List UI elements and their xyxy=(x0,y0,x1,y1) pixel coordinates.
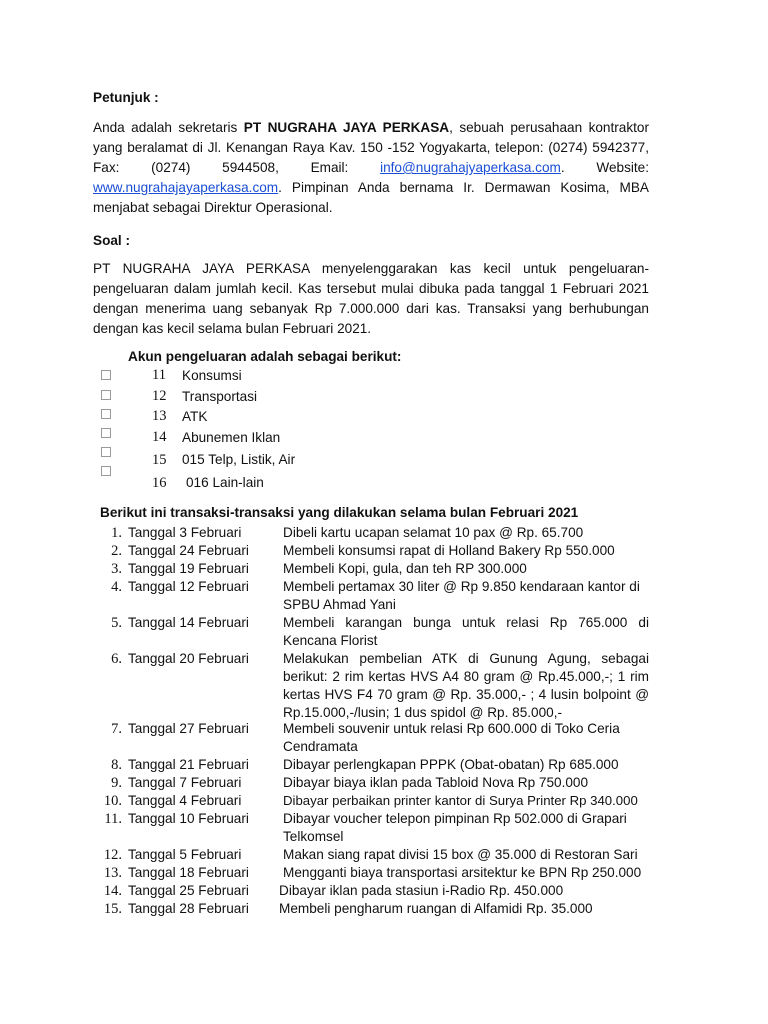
transaksi-title: Berikut ini transaksi-transaksi yang dilakukan selama bulan Februari 2021 xyxy=(100,505,579,520)
checkbox-icon xyxy=(101,409,111,419)
website-link[interactable]: www.nugrahajayaperkasa.com xyxy=(93,180,279,195)
item-number: 1. xyxy=(111,525,122,541)
checkbox-icon xyxy=(101,390,111,400)
item-description: Melakukan pembelian ATK di Gunung Agung, sebagai berikut: 2 rim kertas HVS A4 80 gram @ Rp.45.000,-; 1 rim kertas HVS F4 70 gram @ Rp. 35.000,- ; 4 lusin bolpoint @ Rp.15.000,-/lusin; 1 dus spidol @ Rp. 85.000,- xyxy=(283,651,649,720)
item-number: 11. xyxy=(104,811,122,827)
item-date: Tanggal 14 Februari xyxy=(128,615,249,630)
akun-number: 16 xyxy=(152,475,167,491)
item-date: Tanggal 3 Februari xyxy=(128,525,242,540)
item-description: Membeli pengharum ruangan di Alfamidi Rp. 35.000 xyxy=(279,901,593,916)
checkbox-icon xyxy=(101,428,111,438)
item-number: 6. xyxy=(111,651,122,667)
item-number: 5. xyxy=(111,615,122,631)
item-number: 15. xyxy=(103,901,122,917)
checkbox-icon xyxy=(101,447,111,457)
item-description: Dibayar perbaikan printer kantor di Surya Printer Rp 340.000 xyxy=(283,793,638,808)
intro-text: Anda adalah sekretaris xyxy=(93,120,238,135)
item-date: Tanggal 21 Februari xyxy=(128,757,249,772)
akun-name: Konsumsi xyxy=(182,368,242,383)
item-date: Tanggal 5 Februari xyxy=(128,847,242,862)
item-description: Membeli karangan bunga untuk relasi Rp 765.000 di Kencana Florist xyxy=(283,615,649,648)
akun-title: Akun pengeluaran adalah sebagai berikut: xyxy=(128,349,402,364)
item-date: Tanggal 4 Februari xyxy=(128,793,242,808)
item-date: Tanggal 20 Februari xyxy=(128,651,249,666)
akun-name: Abunemen Iklan xyxy=(182,430,281,445)
petunjuk-heading: Petunjuk : xyxy=(93,90,159,105)
item-date: Tanggal 19 Februari xyxy=(128,561,249,576)
item-date: Tanggal 7 Februari xyxy=(128,775,242,790)
soal-paragraph: PT NUGRAHA JAYA PERKASA menyelenggarakan kas kecil untuk pengeluaran-pengeluaran dalam jumlah kecil. Kas tersebut mulai dibuka pada tanggal 1 Februari 2021 dengan menerima uang sebanyak Rp 7.000.000 dari kas. Transaksi yang berhubungan dengan kas kecil selama bulan Februari 2021. xyxy=(93,261,649,336)
item-number: 8. xyxy=(111,757,122,773)
company-name: PT NUGRAHA JAYA PERKASA xyxy=(243,120,450,135)
akun-number: 11 xyxy=(152,367,166,383)
soal-heading: Soal : xyxy=(93,233,131,248)
item-description: Dibayar iklan pada stasiun i-Radio Rp. 450.000 xyxy=(279,883,564,898)
item-number: 13. xyxy=(103,865,122,881)
item-description: Dibayar perlengkapan PPPK (Obat-obatan) Rp 685.000 xyxy=(283,757,619,772)
item-number: 2. xyxy=(111,543,122,559)
checkbox-icon xyxy=(101,370,111,380)
item-date: Tanggal 18 Februari xyxy=(128,865,249,880)
akun-name: Transportasi xyxy=(182,389,258,404)
item-description: Dibeli kartu ucapan selamat 10 pax @ Rp. 65.700 xyxy=(283,525,584,540)
item-number: 9. xyxy=(111,775,122,791)
website-label-text: . Website: xyxy=(560,160,649,175)
item-number: 14. xyxy=(103,883,122,899)
akun-number: 13 xyxy=(152,408,167,424)
item-description: Membeli souvenir untuk relasi Rp 600.000 di Toko Ceria Cendramata xyxy=(283,721,620,754)
akun-name: 016 Lain-lain xyxy=(186,475,264,490)
item-description: Dibayar voucher telepon pimpinan Rp 502.000 di Grapari Telkomsel xyxy=(283,811,627,844)
item-description: Membeli Kopi, gula, dan teh RP 300.000 xyxy=(283,561,527,576)
akun-name: ATK xyxy=(182,409,208,424)
item-number: 7. xyxy=(111,721,122,737)
akun-number: 12 xyxy=(152,388,167,404)
item-description: Membeli konsumsi rapat di Holland Bakery Rp 550.000 xyxy=(283,543,615,558)
item-date: Tanggal 24 Februari xyxy=(128,543,249,558)
company-details-text: , sebuah perusahaan kontraktor yang beralamat di Jl. Kenangan Raya Kav. 150 -152 Yogyakarta, telepon: (0274) 5942377, Fax: (0274) 5944508, Email: xyxy=(93,120,650,175)
item-description: Membeli pertamax 30 liter @ Rp 9.850 kendaraan kantor di SPBU Ahmad Yani xyxy=(283,579,640,612)
petunjuk-paragraph xyxy=(93,118,649,218)
item-number: 3. xyxy=(111,561,122,577)
item-date: Tanggal 28 Februari xyxy=(128,901,249,916)
item-description: Makan siang rapat divisi 15 box @ 35.000 di Restoran Sari xyxy=(283,847,638,862)
leader-text: . Pimpinan Anda bernama Ir. Dermawan Kosima, MBA menjabat sebagai Direktur Operasional. xyxy=(93,180,649,215)
item-description: Mengganti biaya transportasi arsitektur ke BPN Rp 250.000 xyxy=(283,865,642,880)
email-link[interactable]: info@nugrahajyaperkasa.com xyxy=(380,160,561,175)
item-number: 10. xyxy=(103,793,122,809)
item-number: 4. xyxy=(111,579,122,595)
item-date: Tanggal 25 Februari xyxy=(128,883,249,898)
akun-number: 15 xyxy=(152,452,167,468)
akun-name: 015 Telp, Listik, Air xyxy=(182,452,296,467)
item-date: Tanggal 10 Februari xyxy=(128,811,249,826)
item-date: Tanggal 12 Februari xyxy=(128,579,249,594)
akun-number: 14 xyxy=(152,429,167,445)
item-description: Dibayar biaya iklan pada Tabloid Nova Rp 750.000 xyxy=(283,775,589,790)
item-date: Tanggal 27 Februari xyxy=(128,721,249,736)
checkbox-icon xyxy=(101,466,111,476)
item-number: 12. xyxy=(103,847,122,863)
